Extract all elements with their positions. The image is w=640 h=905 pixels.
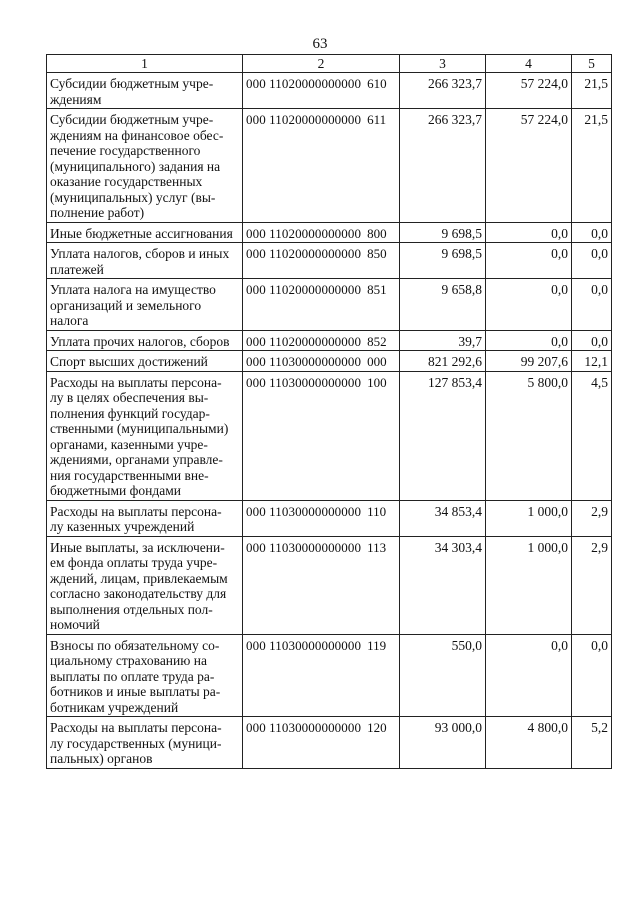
execution-percent-cell: 0,0 xyxy=(572,279,612,331)
table-row xyxy=(47,222,612,243)
budget-classification-code: 000 11020000000000 xyxy=(246,282,362,297)
expense-name-cell: Расходы на выплаты персона- лу государственных (муници- пальных) органов xyxy=(47,717,243,769)
execution-percent-cell: 5,2 xyxy=(572,717,612,769)
planned-amount-cell: 34 853,4 xyxy=(400,500,486,536)
budget-classification-code: 000 11030000000000 xyxy=(246,539,362,555)
classification-code-cell xyxy=(243,351,400,372)
column-header: 1 xyxy=(47,55,243,73)
actual-amount-cell: 4 800,0 xyxy=(486,717,572,769)
expense-name-cell: Спорт высших достижений xyxy=(47,351,243,372)
actual-amount-cell: 57 224,0 xyxy=(486,109,572,223)
expense-name-cell: Уплата прочих налогов, сборов xyxy=(47,330,243,351)
planned-amount-cell: 9 698,5 xyxy=(400,243,486,279)
header-row xyxy=(47,55,612,73)
budget-classification-code: 000 11020000000000 xyxy=(246,76,362,91)
expense-name-cell: Иные выплаты, за исключени- ем фонда оплаты труда учре- ждений, лицам, привлекаемым согласно законодательству для выполнения отдельных пол- номочий xyxy=(47,536,243,634)
table-row xyxy=(47,500,612,536)
execution-percent-cell: 2,9 xyxy=(572,536,612,634)
table-row xyxy=(47,371,612,500)
budget-table xyxy=(46,54,612,769)
expense-type-code: 113 xyxy=(367,539,387,555)
expense-name-cell: Уплата налога на имущество организаций и земельного налога xyxy=(47,279,243,331)
budget-classification-code: 000 11030000000000 xyxy=(246,374,362,390)
expense-name-cell: Взносы по обязательному со- циальному страхованию на выплаты по оплате труда ра- ботников и иные выплаты ра- ботникам учреждений xyxy=(47,634,243,717)
planned-amount-cell: 550,0 xyxy=(400,634,486,717)
planned-amount-cell: 266 323,7 xyxy=(400,109,486,223)
expense-type-code: 100 xyxy=(367,374,387,390)
planned-amount-cell: 9 698,5 xyxy=(400,222,486,243)
planned-amount-cell: 39,7 xyxy=(400,330,486,351)
table-row xyxy=(47,351,612,372)
classification-code-cell xyxy=(243,73,400,109)
execution-percent-cell: 0,0 xyxy=(572,222,612,243)
table-row xyxy=(47,536,612,634)
expense-name-cell: Уплата налогов, сборов и иных платежей xyxy=(47,243,243,279)
expense-type-code: 850 xyxy=(367,246,387,261)
expense-type-code: 851 xyxy=(367,282,387,297)
classification-code-cell xyxy=(243,500,400,536)
actual-amount-cell: 99 207,6 xyxy=(486,351,572,372)
actual-amount-cell: 0,0 xyxy=(486,222,572,243)
actual-amount-cell: 1 000,0 xyxy=(486,500,572,536)
classification-code-cell xyxy=(243,222,400,243)
budget-classification-code: 000 11020000000000 xyxy=(246,225,362,241)
execution-percent-cell: 21,5 xyxy=(572,73,612,109)
classification-code-cell xyxy=(243,109,400,223)
execution-percent-cell: 0,0 xyxy=(572,243,612,279)
classification-code-cell xyxy=(243,536,400,634)
classification-code-cell xyxy=(243,717,400,769)
expense-type-code: 611 xyxy=(367,112,387,127)
table-row xyxy=(47,73,612,109)
column-header: 4 xyxy=(486,55,572,73)
execution-percent-cell: 12,1 xyxy=(572,351,612,372)
budget-classification-code: 000 11030000000000 xyxy=(246,720,362,735)
expense-name-cell: Расходы на выплаты персона- лу казенных учреждений xyxy=(47,500,243,536)
column-header: 5 xyxy=(572,55,612,73)
actual-amount-cell: 0,0 xyxy=(486,634,572,717)
budget-classification-code: 000 11030000000000 xyxy=(246,503,362,519)
column-header: 3 xyxy=(400,55,486,73)
budget-classification-code: 000 11030000000000 xyxy=(246,637,362,653)
planned-amount-cell: 127 853,4 xyxy=(400,371,486,500)
expense-type-code: 610 xyxy=(367,76,387,91)
expense-name-cell: Расходы на выплаты персона- лу в целях обеспечения вы- полнения функций государ- ственными (муниципальными) органами, казенными учре- ждениями, органами управле- ния государственными вне- бюджетными фондами xyxy=(47,371,243,500)
table-row xyxy=(47,634,612,717)
actual-amount-cell: 0,0 xyxy=(486,330,572,351)
classification-code-cell xyxy=(243,634,400,717)
expense-type-code: 110 xyxy=(367,503,387,519)
column-header: 2 xyxy=(243,55,400,73)
actual-amount-cell: 5 800,0 xyxy=(486,371,572,500)
planned-amount-cell: 93 000,0 xyxy=(400,717,486,769)
planned-amount-cell: 821 292,6 xyxy=(400,351,486,372)
execution-percent-cell: 2,9 xyxy=(572,500,612,536)
execution-percent-cell: 0,0 xyxy=(572,330,612,351)
expense-name-cell: Иные бюджетные ассигнования xyxy=(47,222,243,243)
expense-name-cell: Субсидии бюджетным учре- ждениям на финансовое обес- печение государственного (муниципального) задания на оказание государственных (муниципальных) услуг (вы- полнение работ) xyxy=(47,109,243,223)
classification-code-cell xyxy=(243,330,400,351)
execution-percent-cell: 4,5 xyxy=(572,371,612,500)
execution-percent-cell: 0,0 xyxy=(572,634,612,717)
table-row xyxy=(47,109,612,223)
budget-classification-code: 000 11030000000000 xyxy=(246,354,362,369)
classification-code-cell xyxy=(243,279,400,331)
page-number: 63 xyxy=(312,36,328,52)
expense-type-code: 119 xyxy=(367,637,387,653)
classification-code-cell xyxy=(243,243,400,279)
table-row xyxy=(47,279,612,331)
table-row xyxy=(47,243,612,279)
expense-name-cell: Субсидии бюджетным учре- ждениям xyxy=(47,73,243,109)
classification-code-cell xyxy=(243,371,400,500)
expense-type-code: 000 xyxy=(367,354,387,369)
expense-type-code: 120 xyxy=(367,720,387,735)
table-row xyxy=(47,717,612,769)
budget-classification-code: 000 11020000000000 xyxy=(246,333,362,349)
planned-amount-cell: 34 303,4 xyxy=(400,536,486,634)
budget-classification-code: 000 11020000000000 xyxy=(246,112,362,127)
budget-classification-code: 000 11020000000000 xyxy=(246,246,362,261)
planned-amount-cell: 266 323,7 xyxy=(400,73,486,109)
expense-type-code: 852 xyxy=(367,333,387,349)
actual-amount-cell: 0,0 xyxy=(486,279,572,331)
planned-amount-cell: 9 658,8 xyxy=(400,279,486,331)
actual-amount-cell: 57 224,0 xyxy=(486,73,572,109)
execution-percent-cell: 21,5 xyxy=(572,109,612,223)
expense-type-code: 800 xyxy=(367,225,387,241)
actual-amount-cell: 0,0 xyxy=(486,243,572,279)
table-row xyxy=(47,330,612,351)
actual-amount-cell: 1 000,0 xyxy=(486,536,572,634)
